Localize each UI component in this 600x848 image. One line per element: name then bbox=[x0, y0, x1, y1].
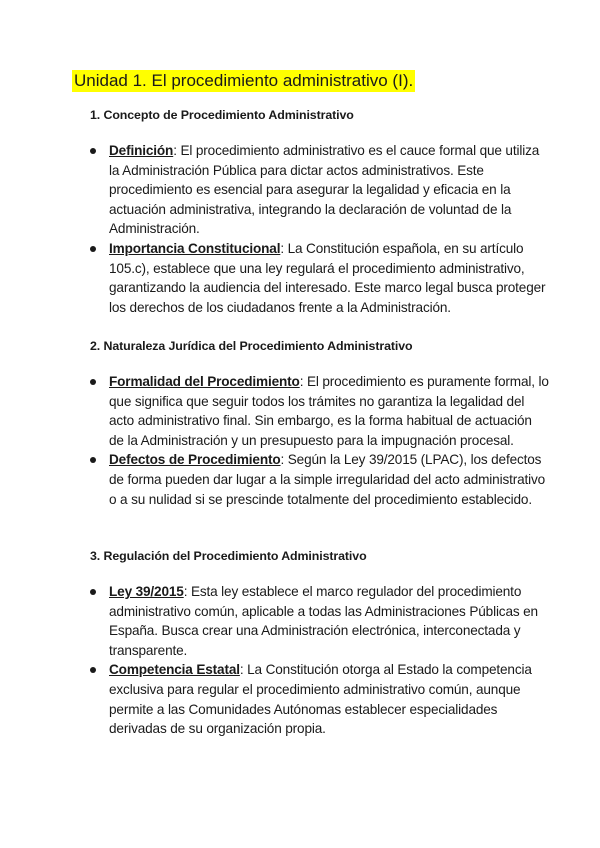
list-item bbox=[90, 141, 550, 239]
item-term: Competencia Estatal bbox=[109, 662, 240, 678]
item-term: Definición bbox=[109, 143, 174, 158]
bullet-list bbox=[90, 141, 550, 317]
section-heading: 1. Concepto de Procedimiento Administrativo bbox=[90, 108, 354, 122]
item-term: Defectos de Procedimiento bbox=[109, 452, 281, 468]
section-concepto bbox=[90, 106, 550, 317]
section-heading: 2. Naturaleza Jurídica del Procedimiento Administrativo bbox=[90, 339, 413, 353]
item-text: : La Constitución española, en su artículo 105.c), establece que una ley regulará el procedimiento administrativo, garantizando la audiencia del interesado. Este marco legal busca proteger los derechos de los ciudadanos frente a la Administración. bbox=[109, 240, 546, 315]
bullet-icon bbox=[90, 589, 96, 595]
bullet-icon bbox=[90, 246, 96, 252]
bullet-icon bbox=[90, 457, 96, 463]
section-naturaleza bbox=[90, 337, 550, 509]
item-text: : La Constitución otorga al Estado la competencia exclusiva para regular el procedimiento administrativo común, aunque permite a las Comunidades Autónomas establecer especialidades derivadas de su organización propia. bbox=[109, 662, 532, 737]
list-item bbox=[90, 239, 550, 317]
item-text: : Esta ley establece el marco regulador del procedimiento administrativo común, aplicable a todas las Administraciones Públicas en España. Busca crear una Administración electrónica, interconectada y transparente. bbox=[109, 584, 538, 658]
list-item bbox=[90, 450, 550, 509]
item-text: : El procedimiento administrativo es el cauce formal que utiliza la Administración Pública para dictar actos administrativos. Este procedimiento es esencial para asegurar la legalidad y eficacia en la actuación administrativa, integrando la declaración de voluntad de la Administración. bbox=[109, 143, 540, 237]
list-item bbox=[90, 582, 550, 660]
bullet-icon bbox=[90, 379, 96, 385]
item-term: Ley 39/2015 bbox=[109, 584, 184, 599]
item-term: Formalidad del Procedimiento bbox=[109, 374, 300, 389]
section-heading: 3. Regulación del Procedimiento Administrativo bbox=[90, 549, 367, 563]
bullet-list bbox=[90, 372, 550, 509]
section-regulacion bbox=[90, 547, 550, 739]
document-title: Unidad 1. El procedimiento administrativo (I). bbox=[74, 71, 414, 90]
bullet-icon bbox=[90, 667, 96, 673]
bullet-icon bbox=[90, 148, 96, 154]
bullet-list bbox=[90, 582, 550, 739]
list-item bbox=[90, 372, 550, 450]
list-item bbox=[90, 660, 550, 738]
item-term: Importancia Constitucional bbox=[109, 240, 281, 256]
item-text: : Según la Ley 39/2015 (LPAC), los defectos de forma pueden dar lugar a la simple irregularidad del acto administrativo o a su nulidad si se prescinde totalmente del procedimiento establecido. bbox=[109, 452, 546, 507]
item-text: : El procedimiento es puramente formal, lo que significa que seguir todos los trámites no garantiza la legalidad del acto administrativo final. Sin embargo, es la forma habitual de actuación de la Administración y un presupuesto para la impugnación procesal. bbox=[109, 374, 549, 448]
